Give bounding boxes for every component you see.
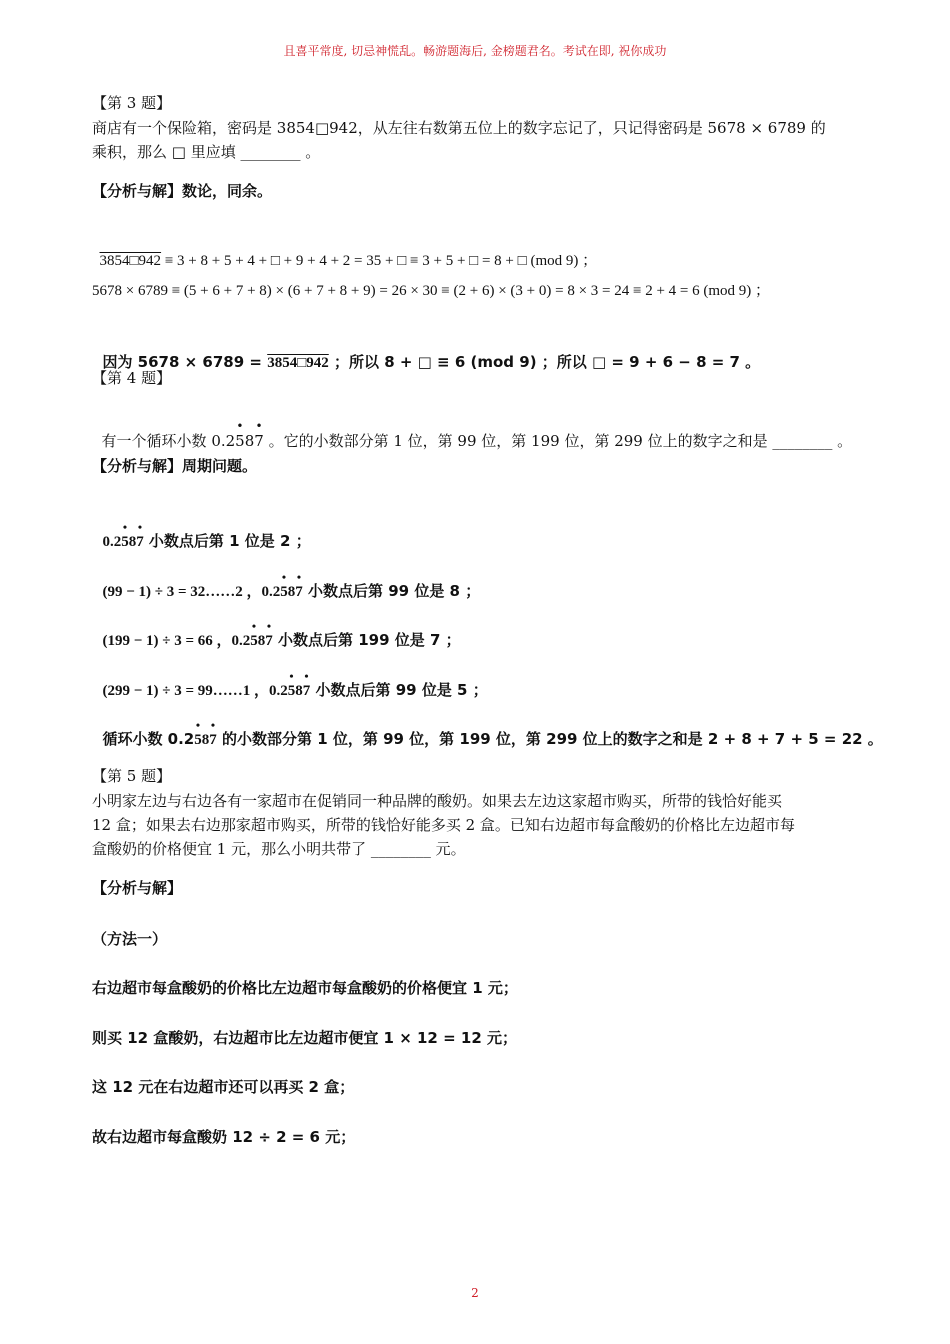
q5-step-4: 故右边超市每盒酸奶 12 ÷ 2 = 6 元； [92,1128,356,1146]
q3-conclusion-c: ；所以 8 + □ ≡ 6 (mod 9) ；所以 □ = 9 + 6 − 8 = 7 。 [328,353,761,371]
q4-step-3: (199 − 1) ÷ 3 = 66 ，0.2 • 58 • 7 小数点后第 199 位是 7 ； [102,619,461,649]
q3-equation-2: 5678 × 6789 ≡ (5 + 6 + 7 + 8) × (6 + 7 + 8 + 9) = 26 × 30 ≡ (2 + 6) × (3 + 0) = 8 × 3 = 24 ≡ 2 + 4 = 6 (mod 9) ； [92,283,771,299]
q3-analysis-heading: 【分析与解】数论，同余。 [92,182,273,200]
page-number: 2 [471,1286,479,1300]
q3-eq1-password: 3854□942 [99,253,162,269]
q5-step-2: 则买 12 盒酸奶，右边超市比左边超市便宜 1 × 12 = 12 元； [92,1029,517,1047]
q5-method: （方法一） [92,930,168,948]
q3-body-line2: 乘积，那么 □ 里应填 ________ 。 [92,143,321,161]
q4-body-a: 有一个循环小数 0.2 [101,432,236,450]
q3-conclusion-a: 因为 5678 × 6789 = [102,353,268,371]
q3-eq1-rest: ≡ 3 + 8 + 5 + 4 + □ + 9 + 4 + 2 = 35 + □ ≡ 3 + 5 + □ = 8 + □ (mod 9) ； [161,253,598,269]
q5-step-3: 这 12 元在右边超市还可以再买 2 盒； [92,1078,355,1096]
q4-conclusion: 循环小数 0.2 • 58 • 7 的小数部分第 1 位，第 99 位，第 199 位，第 299 位上的数字之和是 2 + 8 + 7 + 5 = 22 。 [102,718,883,748]
q5-body-line3: 盒酸奶的价格便宜 1 元，那么小明共带了 ________ 元。 [92,840,466,858]
q4-analysis-heading: 【分析与解】周期问题。 [92,457,258,475]
q5-step-1: 右边超市每盒酸奶的价格比左边超市每盒酸奶的价格便宜 1 元； [92,979,518,997]
q3-title: 【第 3 题】 [92,94,172,112]
q4-step-2: (99 − 1) ÷ 3 = 32……2 ，0.2 • 58 • 7 小数点后第 99 位是 8 ； [102,570,481,600]
q4-title: 【第 4 题】 [92,369,172,387]
q4-body [92,408,852,452]
q4-digit-mid: 8 [244,432,255,450]
q5-body-line1: 小明家左边与右边各有一家超市在促销同一种品牌的酸奶。如果去左边这家超市购买，所带的钱恰好能买 [92,792,783,810]
q3-equation-1 [92,228,597,272]
q4-step-4: (299 − 1) ÷ 3 = 99……1 ，0.2 • 58 • 7 小数点后第 99 位是 5 ； [102,669,488,699]
q5-analysis-heading: 【分析与解】 [92,879,183,897]
q3-conclusion [92,329,760,374]
repeat-digit-start: • 5 [235,419,245,450]
header-motto: 且喜平常度, 切忌神慌乱。畅游题海后, 金榜题君名。考试在即, 祝你成功 [283,44,667,58]
q5-body-line2: 12 盒；如果去右边那家超市购买，所带的钱恰好能多买 2 盒。已知右边超市每盒酸奶的价格比左边超市每 [92,816,795,834]
repeat-digit-end: • 7 [254,419,264,450]
q4-body-b: 。它的小数部分第 1 位，第 99 位，第 199 位，第 299 位上的数字之和是 ________ 。 [263,432,853,450]
q5-title: 【第 5 题】 [92,767,172,785]
q3-body-line1: 商店有一个保险箱，密码是 3854□942，从左往右数第五位上的数字忘记了，只记得密码是 5678 × 6789 的 [92,119,826,137]
q4-step-1: 0.2 • 58 • 7 小数点后第 1 位是 2 ； [102,520,311,550]
q3-conclusion-password: 3854□942 [267,355,329,371]
